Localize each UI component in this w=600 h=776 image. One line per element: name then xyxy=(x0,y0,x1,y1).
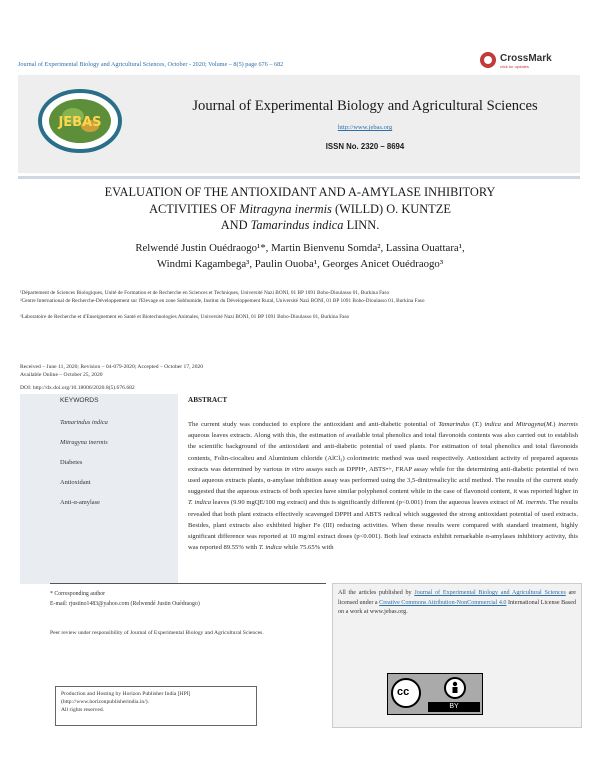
production-line-2[interactable]: (http://www.horizonpublisherindia.in/). xyxy=(61,698,150,705)
crossmark-label: CrossMark xyxy=(500,53,552,64)
journal-logo-icon xyxy=(30,86,130,156)
running-header: Journal of Experimental Biology and Agricultural Sciences, October - 2020; Volume – 8(5) page 676 – 682 xyxy=(18,61,284,68)
corresponding-email[interactable]: E-mail: rjustino1483@yahoo.com (Relwendé Justin Ouédraogo) xyxy=(50,601,200,607)
header-divider xyxy=(18,176,580,179)
license-link[interactable]: Creative Commons Attribution-NonCommercial 4.0 xyxy=(379,599,507,606)
crossmark-badge[interactable] xyxy=(480,50,550,72)
production-note xyxy=(61,691,253,714)
affiliation-2: ²Centre International de Recherche-Développement sur l'Elevage en zone Subhumide, Institut du Développement Rural, Université Nazi BONI, 01 BP 1091 Bobo-Dioulasso 01, Burkina Faso xyxy=(20,298,425,304)
authors-line-2: Windmi Kagambega³, Paulin Ouoba¹, Georges Anicet Ouédraogo³ xyxy=(156,258,444,270)
cc-by-badge[interactable] xyxy=(387,673,483,715)
title-line-2: ACTIVITIES OF Mitragyna inermis (WILLD) O. KUNTZE xyxy=(149,201,451,216)
footnote-divider xyxy=(50,583,326,584)
title-line-1: EVALUATION OF THE ANTIOXIDANT AND A-AMYLASE INHIBITORY xyxy=(104,185,496,199)
abstract-text: The current study was conducted to explore the antioxidant and anti-diabetic potential of Tamarindus (T.) indica and Mitragyna(M.) inermis aqueous leaves extracts. Along with this, the estimation of available total phenolics and total flavonoids contents was also carried out to establish the scientific background of the antioxidant and anti-diabetic potential of used plants. For estimation of total phenolics and total flavonoids contents, Folin-ciocalteu and Aluminium chloride (AlCl₃) colorimetric method was used respectively. Antioxidant activity of prepared aqueous extracts was determined by various in vitro assays such as DPPH•, ABTS•+, FRAP assay while for the determining anti-diabetic potential of two used aqueous extracts plants, α-amylase inhibition assay was performed using the 3,5-dinitrosalicylic acid method. The results of the current study suggested that the aqueous extracts of both species have similar polyphenol content while in the case of flavonoid content, it was reported higher in T. indica leaves (9.90 mgQE/100 mg extract) and this is significantly different (p<0.001) from the aqueous leaves extract of M. inermis. The results revealed that both plant extracts effectively scavenged DPPH and ABTS radical which suggested the strong antioxidant potential of used extracts. Besides, plant extracts also exhibited higher Fe (III) reducing activities. When these results were compared with standard treatment, highly significant difference was reported at 10 mg/ml extract doses (p<0.001). Both leaf extracts exhibit remarkable α-amylases inhibitory activity, this was reported 89.55% with T. indica while 75.65% with xyxy=(188,421,578,552)
keyword-item: Antioxidant xyxy=(60,479,91,486)
dates-received: Received – June 11, 2020; Revision – 04-079-2020; Accepted – October 17, 2020 xyxy=(20,364,204,370)
cc-by-label: BY xyxy=(428,702,480,712)
journal-url-link[interactable]: http://www.jebas.org xyxy=(337,124,393,131)
cc-icon: cc xyxy=(391,678,421,708)
affiliation-3: ³Laboratoire de Recherche et d'Enseignement en Santé et Biotechnologies Animales, Université Nazi BONI, 01 BP 1091 Bobo-Dioulasso 01, Burkina Faso xyxy=(20,314,350,320)
journal-issn: ISSN No. 2320 – 8694 xyxy=(325,142,405,151)
affiliation-1: ¹Département de Sciences Biologiques, Unité de Formation et de Recherche en Sciences et Techniques, Université Nazi BONI, 01 BP 1091 Bobo-Dioulasso 01, Burkina Faso xyxy=(20,290,390,296)
keyword-item: Tamarindus indica xyxy=(60,419,108,426)
article-title xyxy=(40,184,560,234)
keyword-item: Mitragyna inermis xyxy=(60,439,108,446)
journal-title: Journal of Experimental Biology and Agricultural Sciences xyxy=(192,98,538,114)
keyword-item: Diabetes xyxy=(60,459,83,466)
corresponding-label: * Corresponding author xyxy=(50,591,106,597)
authors-line-1: Relwendé Justin Ouédraogo¹*, Martin Bienvenu Somda², Lassina Ouattara¹, xyxy=(135,242,465,254)
license-text: All the articles published by Journal of Experimental Biology and Agricultural Sciences are licensed under a Creative Commons Attribution-NonCommercial 4.0 International License Based on a work at www.jebas.org. xyxy=(338,590,577,616)
article-doi[interactable]: DOI: http://dx.doi.org/10.18006/2020.8(5).676.682 xyxy=(20,385,135,391)
keywords-heading: KEYWORDS xyxy=(60,397,99,404)
logo-text: JEBAS xyxy=(58,115,102,130)
article-dates xyxy=(20,364,203,379)
journal-link[interactable]: Journal of Experimental Biology and Agricultural Sciences xyxy=(414,590,566,596)
abstract-heading: ABSTRACT xyxy=(188,396,228,404)
title-line-3: AND Tamarindus indica LINN. xyxy=(220,218,380,232)
production-line-1: Production and Hosting by Horizon Publisher India [HPI] xyxy=(61,691,191,697)
dates-online: Available Online – October 25, 2020 xyxy=(20,371,103,378)
corresponding-author xyxy=(50,589,200,609)
production-line-3: All rights reserved. xyxy=(61,706,105,713)
attribution-person-icon xyxy=(444,677,466,699)
peer-review-note: Peer review under responsibility of Journal of Experimental Biology and Agricultural Sciences. xyxy=(50,630,264,636)
crossmark-sub: click for updates xyxy=(500,64,529,69)
keyword-item: Anti-α-amylase xyxy=(60,499,100,506)
author-list xyxy=(40,240,560,272)
crossmark-icon xyxy=(480,52,496,68)
